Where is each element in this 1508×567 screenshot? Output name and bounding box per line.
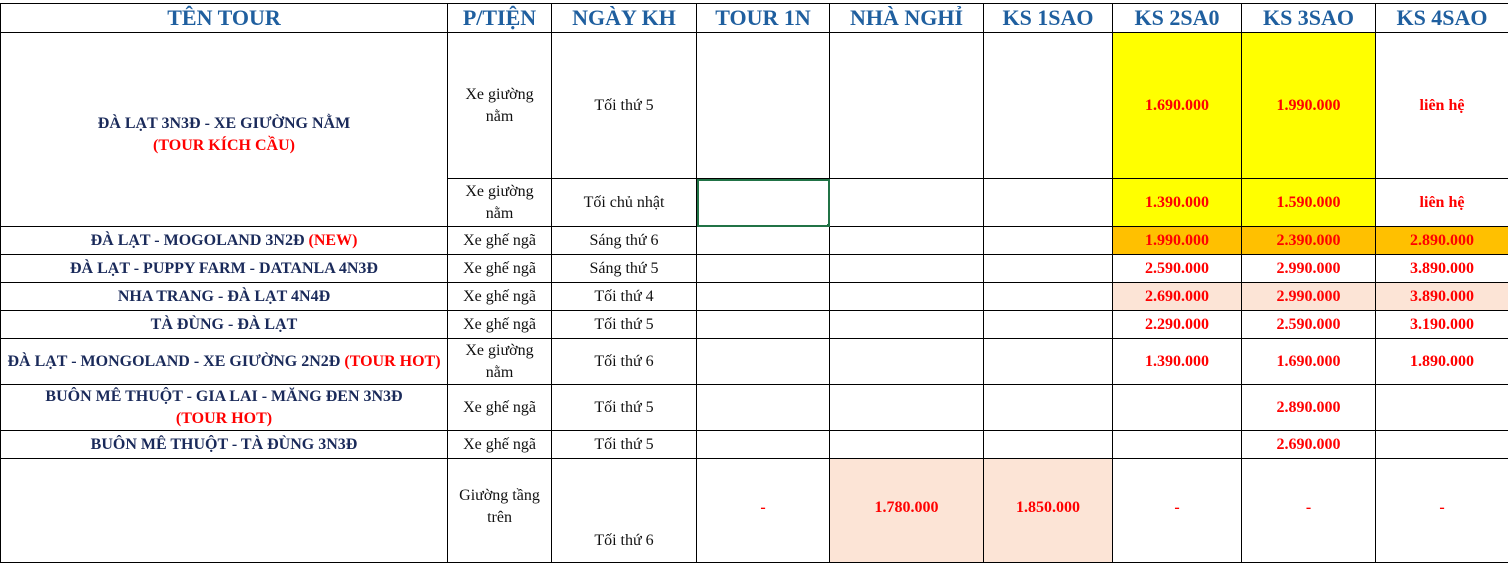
table-row [1, 431, 1508, 459]
ks-3-star-price[interactable]: 1.990.000 [1242, 33, 1376, 179]
ks-1-star-cell[interactable] [984, 283, 1113, 311]
ks-1-star-cell[interactable] [984, 179, 1113, 227]
table-row [1, 255, 1508, 283]
guesthouse-cell[interactable] [830, 339, 984, 385]
header-tour-name[interactable]: TÊN TOUR [1, 4, 448, 33]
tour-price-table [0, 3, 1508, 563]
guesthouse-cell[interactable] [830, 385, 984, 431]
table-row [1, 33, 1508, 179]
vehicle-cell[interactable]: Xe ghế ngã [448, 431, 552, 459]
tour-name[interactable]: ĐÀ LẠT - PUPPY FARM - DATANLA 4N3Đ [1, 255, 448, 283]
tour-name[interactable]: BUÔN MÊ THUỘT - TÀ ĐÙNG 3N3Đ [1, 431, 448, 459]
ks-2-star-price[interactable]: 1.390.000 [1113, 339, 1242, 385]
ks-1-star-cell[interactable] [984, 339, 1113, 385]
ks-2-star-price[interactable]: - [1113, 459, 1242, 563]
ks-1-star-cell[interactable] [984, 385, 1113, 431]
vehicle-cell[interactable]: Xe ghế ngã [448, 311, 552, 339]
ks-4-star-price[interactable]: 3.190.000 [1376, 311, 1508, 339]
ks-1-star-cell[interactable] [984, 227, 1113, 255]
tour-name[interactable]: NHA TRANG - ĐÀ LẠT 4N4Đ [1, 283, 448, 311]
guesthouse-cell[interactable] [830, 227, 984, 255]
tour-name: ĐÀ LẠT - MONGOLAND - XE GIƯỜNG 2N2Đ [7, 352, 341, 370]
vehicle-cell[interactable]: Xe ghế ngã [448, 255, 552, 283]
ks-4-star-price[interactable]: 1.890.000 [1376, 339, 1508, 385]
depart-cell[interactable]: Tối thứ 6 [552, 459, 697, 563]
vehicle-cell[interactable]: Xe giường nằm [448, 33, 552, 179]
ks-2-star-price[interactable]: 2.590.000 [1113, 255, 1242, 283]
depart-cell[interactable]: Sáng thứ 5 [552, 255, 697, 283]
tour-tag: (TOUR HOT) [175, 409, 273, 427]
header-depart-day[interactable]: NGÀY KH [552, 4, 697, 33]
guesthouse-cell[interactable] [830, 431, 984, 459]
tour-tag: (TOUR HOT) [344, 352, 441, 370]
ks-4-star-price[interactable]: 3.890.000 [1376, 283, 1508, 311]
ks-1-star-cell[interactable] [984, 33, 1113, 179]
tour-name-cell[interactable] [1, 33, 448, 227]
guesthouse-price[interactable]: 1.780.000 [830, 459, 984, 563]
header-row [1, 4, 1508, 33]
tour-1n-cell[interactable] [697, 283, 830, 311]
tour-1n-cell[interactable] [697, 311, 830, 339]
guesthouse-cell[interactable] [830, 255, 984, 283]
ks-4-star-price[interactable]: liên hệ [1376, 33, 1508, 179]
ks-4-star-price[interactable]: liên hệ [1376, 179, 1508, 227]
header-ks-3-star[interactable]: KS 3SAO [1242, 4, 1376, 33]
ks-3-star-price[interactable]: 2.690.000 [1242, 431, 1376, 459]
ks-4-star-price[interactable]: 2.890.000 [1376, 227, 1508, 255]
vehicle-cell[interactable]: Giường tầng trên [448, 459, 552, 563]
ks-2-star-price[interactable]: 1.990.000 [1113, 227, 1242, 255]
ks-3-star-price[interactable]: 2.990.000 [1242, 255, 1376, 283]
ks-3-star-price[interactable]: - [1242, 459, 1376, 563]
table-row [1, 227, 1508, 255]
ks-2-star-cell[interactable] [1113, 385, 1242, 431]
tour-1n-cell[interactable] [697, 33, 830, 179]
tour-name-cell[interactable] [1, 227, 448, 255]
tour-name-cell[interactable] [1, 385, 448, 431]
vehicle-cell[interactable]: Xe giường nằm [448, 179, 552, 227]
depart-cell[interactable]: Sáng thứ 6 [552, 227, 697, 255]
ks-4-star-price[interactable]: 3.890.000 [1376, 255, 1508, 283]
ks-1-star-price[interactable]: 1.850.000 [984, 459, 1113, 563]
vehicle-cell[interactable]: Xe giường nằm [448, 339, 552, 385]
tour-1n-cell[interactable] [697, 227, 830, 255]
tour-name-cell[interactable] [1, 339, 448, 385]
table-row [1, 459, 1508, 563]
header-guesthouse[interactable]: NHÀ NGHỈ [830, 4, 984, 33]
depart-cell[interactable]: Tối thứ 4 [552, 283, 697, 311]
header-tour-1n[interactable]: TOUR 1N [697, 4, 830, 33]
depart-cell[interactable]: Tối thứ 5 [552, 311, 697, 339]
header-ks-2-star[interactable]: KS 2SA0 [1113, 4, 1242, 33]
ks-3-star-price[interactable]: 2.590.000 [1242, 311, 1376, 339]
table-row [1, 311, 1508, 339]
depart-cell[interactable]: Tối thứ 5 [552, 431, 697, 459]
ks-2-star-price[interactable]: 1.690.000 [1113, 33, 1242, 179]
table-row [1, 283, 1508, 311]
vehicle-cell[interactable]: Xe ghế ngã [448, 385, 552, 431]
tour-name: BUÔN MÊ THUỘT - GIA LAI - MĂNG ĐEN 3N3Đ [45, 387, 403, 405]
depart-cell[interactable]: Tối thứ 5 [552, 33, 697, 179]
tour-tag: (TOUR KÍCH CẦU) [153, 136, 295, 154]
ks-3-star-price[interactable]: 1.690.000 [1242, 339, 1376, 385]
tour-1n-price[interactable]: - [697, 459, 830, 563]
depart-cell[interactable]: Tối thứ 6 [552, 339, 697, 385]
guesthouse-cell[interactable] [830, 311, 984, 339]
ks-2-star-price[interactable]: 2.290.000 [1113, 311, 1242, 339]
tour-1n-cell[interactable] [697, 385, 830, 431]
depart-cell[interactable]: Tối thứ 5 [552, 385, 697, 431]
ks-1-star-cell[interactable] [984, 255, 1113, 283]
tour-name: ĐÀ LẠT - MOGOLAND 3N2Đ [90, 231, 305, 249]
tour-name: ĐÀ LẠT 3N3Đ - XE GIƯỜNG NẰM [97, 114, 351, 132]
depart-cell[interactable]: Tối chủ nhật [552, 179, 697, 227]
ks-2-star-price[interactable]: 1.390.000 [1113, 179, 1242, 227]
guesthouse-cell[interactable] [830, 33, 984, 179]
ks-3-star-price[interactable]: 1.590.000 [1242, 179, 1376, 227]
ks-2-star-cell[interactable] [1113, 431, 1242, 459]
tour-name[interactable]: TÀ ĐÙNG - ĐÀ LẠT [1, 311, 448, 339]
tour-1n-cell[interactable] [697, 255, 830, 283]
tour-name-cell[interactable] [1, 459, 448, 563]
ks-3-star-price[interactable]: 2.890.000 [1242, 385, 1376, 431]
guesthouse-cell[interactable] [830, 283, 984, 311]
tour-1n-cell[interactable] [697, 431, 830, 459]
header-ks-4-star[interactable]: KS 4SAO [1376, 4, 1508, 33]
ks-3-star-price[interactable]: 2.990.000 [1242, 283, 1376, 311]
ks-4-star-cell[interactable] [1376, 385, 1508, 431]
ks-2-star-price[interactable]: 2.690.000 [1113, 283, 1242, 311]
tour-1n-cell[interactable] [697, 339, 830, 385]
guesthouse-cell[interactable] [830, 179, 984, 227]
table-row [1, 385, 1508, 431]
header-ks-1-star[interactable]: KS 1SAO [984, 4, 1113, 33]
table-row [1, 339, 1508, 385]
tour-tag: (NEW) [308, 231, 358, 249]
ks-1-star-cell[interactable] [984, 311, 1113, 339]
ks-1-star-cell[interactable] [984, 431, 1113, 459]
vehicle-cell[interactable]: Xe ghế ngã [448, 227, 552, 255]
selected-cell[interactable] [697, 179, 830, 227]
ks-3-star-price[interactable]: 2.390.000 [1242, 227, 1376, 255]
header-vehicle[interactable]: P/TIỆN [448, 4, 552, 33]
ks-4-star-cell[interactable] [1376, 431, 1508, 459]
ks-4-star-price[interactable]: - [1376, 459, 1508, 563]
vehicle-cell[interactable]: Xe ghế ngã [448, 283, 552, 311]
